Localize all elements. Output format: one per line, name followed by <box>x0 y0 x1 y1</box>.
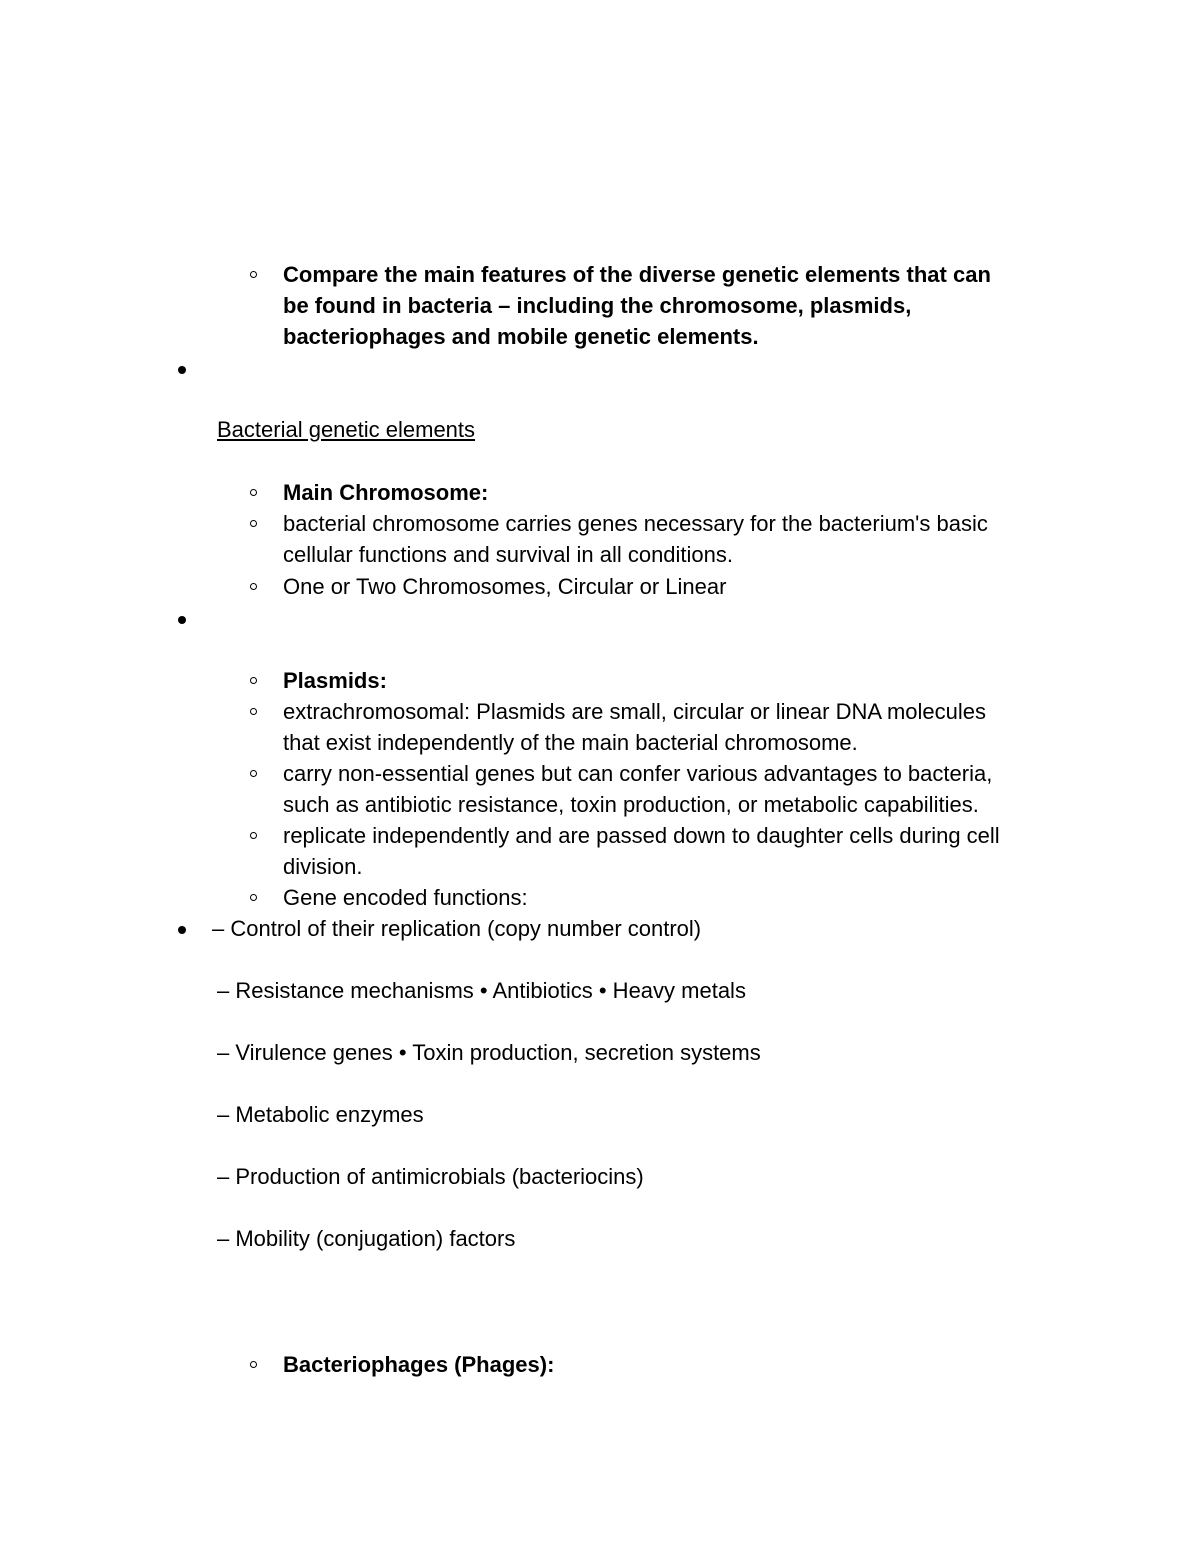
hollow-bullet-icon <box>250 271 257 278</box>
hollow-bullet-icon <box>250 489 257 496</box>
plasmids-item4: Gene encoded functions: <box>283 885 528 910</box>
plasmids-item2-line1: carry non-essential genes but can confer various advantages to bacteria, <box>283 761 993 786</box>
hollow-bullet-icon <box>250 1361 257 1368</box>
main-chromosome-item2: One or Two Chromosomes, Circular or Linear <box>283 574 727 599</box>
objective-line-2: be found in bacteria – including the chromosome, plasmids, <box>283 293 912 318</box>
filled-bullet-icon <box>178 616 186 624</box>
function-item: – Virulence genes • Toxin production, secretion systems <box>217 1040 761 1065</box>
section-heading: Bacterial genetic elements <box>217 417 476 442</box>
hollow-bullet-icon <box>250 520 257 527</box>
main-chromosome-title: Main Chromosome: <box>283 480 489 505</box>
objective-line-1: Compare the main features of the diverse genetic elements that can <box>283 262 991 287</box>
plasmids-item1-line1: extrachromosomal: Plasmids are small, circular or linear DNA molecules <box>283 699 987 724</box>
function-item: – Mobility (conjugation) factors <box>217 1226 516 1251</box>
bacteriophages-title: Bacteriophages (Phages): <box>283 1352 555 1377</box>
hollow-bullet-icon <box>250 770 257 777</box>
plasmids-title: Plasmids: <box>283 668 387 693</box>
plasmids-item3-line2: division. <box>283 854 363 879</box>
hollow-bullet-icon <box>250 894 257 901</box>
filled-bullet-icon <box>178 366 186 374</box>
function-item: – Resistance mechanisms • Antibiotics • Heavy metals <box>217 978 746 1003</box>
filled-bullet-icon <box>178 926 186 934</box>
plasmids-item2-line2: such as antibiotic resistance, toxin production, or metabolic capabilities. <box>283 792 979 817</box>
plasmids-item3-line1: replicate independently and are passed down to daughter cells during cell <box>283 823 1000 848</box>
objective-line-3: bacteriophages and mobile genetic elements. <box>283 324 759 349</box>
hollow-bullet-icon <box>250 832 257 839</box>
plasmids-item1-line2: that exist independently of the main bacterial chromosome. <box>283 730 858 755</box>
function-item: – Metabolic enzymes <box>217 1102 424 1127</box>
hollow-bullet-icon <box>250 708 257 715</box>
hollow-bullet-icon <box>250 677 257 684</box>
function-item: – Production of antimicrobials (bacteriocins) <box>217 1164 644 1189</box>
main-chromosome-item1-line1: bacterial chromosome carries genes necessary for the bacterium's basic <box>283 511 988 536</box>
main-chromosome-item1-line2: cellular functions and survival in all conditions. <box>283 542 734 567</box>
function-item: – Control of their replication (copy number control) <box>212 916 702 941</box>
hollow-bullet-icon <box>250 583 257 590</box>
